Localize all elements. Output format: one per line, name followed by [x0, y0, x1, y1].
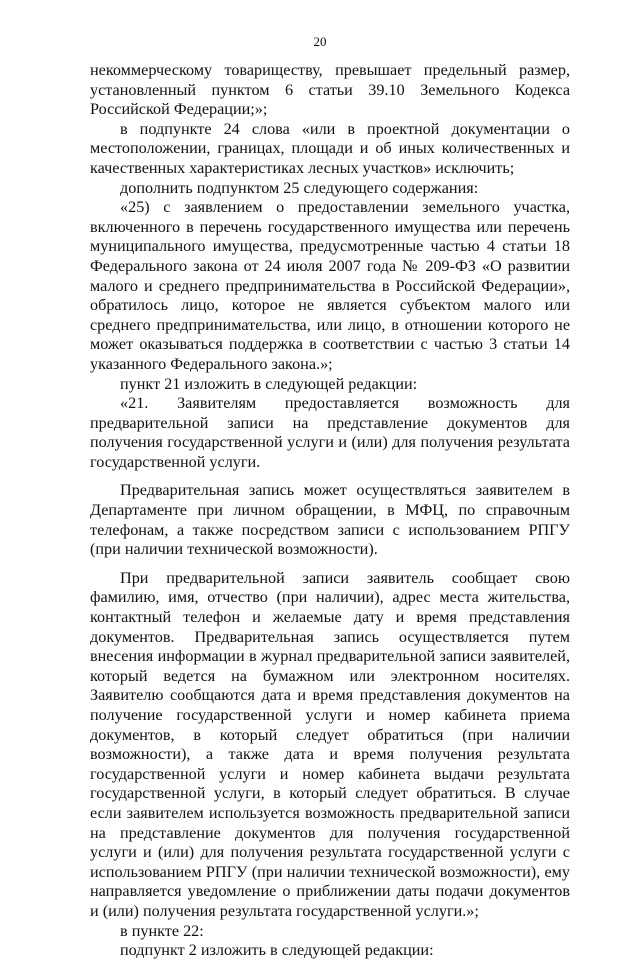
paragraph-point-22: в пункте 22:: [120, 921, 204, 940]
paragraph-continuation: некоммерческому товариществу, превышает предельный размер, установленный пунктом 6 статьи 39.10 Земельного Кодекса Российской Федерации;»;: [90, 61, 570, 119]
paragraph-subpoint-2: подпункт 2 изложить в следующей редакции:: [120, 941, 434, 960]
paragraph-add-subpoint-25: дополнить подпунктом 25 следующего содержания:: [120, 178, 479, 197]
paragraph-subpoint-25-text: «25) с заявлением о предоставлении земельного участка, включенного в перечень государственного имущества или перечень муниципального имущества, предусмотренные частью 4 статьи 18 Федерального закона от 24 июля 2007 года № 209-ФЗ «О развитии малого и среднего предпринимательства в Российской Федерации», обратилось лицо, которое не является субъектом малого или среднего предпринимательства, или лицо, в отношении которого не может оказываться поддержка в соответствии с частью 3 статьи 14 указанного Федерального закона.»;: [90, 198, 570, 373]
paragraph-preliminary-record-details: При предварительной записи заявитель сообщает свою фамилию, имя, отчество (при наличии), адрес места жительства, контактный телефон и желаемые дату и время представления документов. Предварительная запись осуществляется путем внесения информации в журнал предварительной записи заявителей, который ведется на бумажном или электронном носителях. Заявителю сообщаются дата и время представления документов на получение государственной услуги и номер кабинета приема документов, в который следует обратиться (при наличии возможности), а также дата и время получения результата государственной услуги и номер кабинета выдачи результата государственной услуги, в который следует обратиться. В случае если заявителем используется возможность предварительной записи на представление документов для получения государственной услуги и (или) для получения результата государственной услуги с использованием РПГУ (при наличии технической возможности), ему направляется уведомление о приближении даты подачи документов и (или) получения результата государственной услуги.»;: [90, 568, 570, 920]
paragraph-point-21-intro: пункт 21 изложить в следующей редакции:: [120, 374, 418, 393]
paragraph-preliminary-record: Предварительная запись может осуществляться заявителем в Департаменте при личном обращении, в МФЦ, по справочным телефонам, а также посредством записи с использованием РПГУ (при наличии технической возможности).: [90, 481, 570, 559]
document-body: [90, 61, 570, 961]
paragraph-subpoint-24: в подпункте 24 слова «или в проектной документации о местоположении, границах, площади и об иных количественных и качественных характеристиках лесных участков» исключить;: [90, 119, 570, 177]
paragraph-point-21-text: «21. Заявителям предоставляется возможность для предварительной записи на представление документов для получения государственной услуги и (или) для получения результата государственной услуги.: [90, 394, 570, 471]
page-number: 20: [313, 34, 327, 49]
